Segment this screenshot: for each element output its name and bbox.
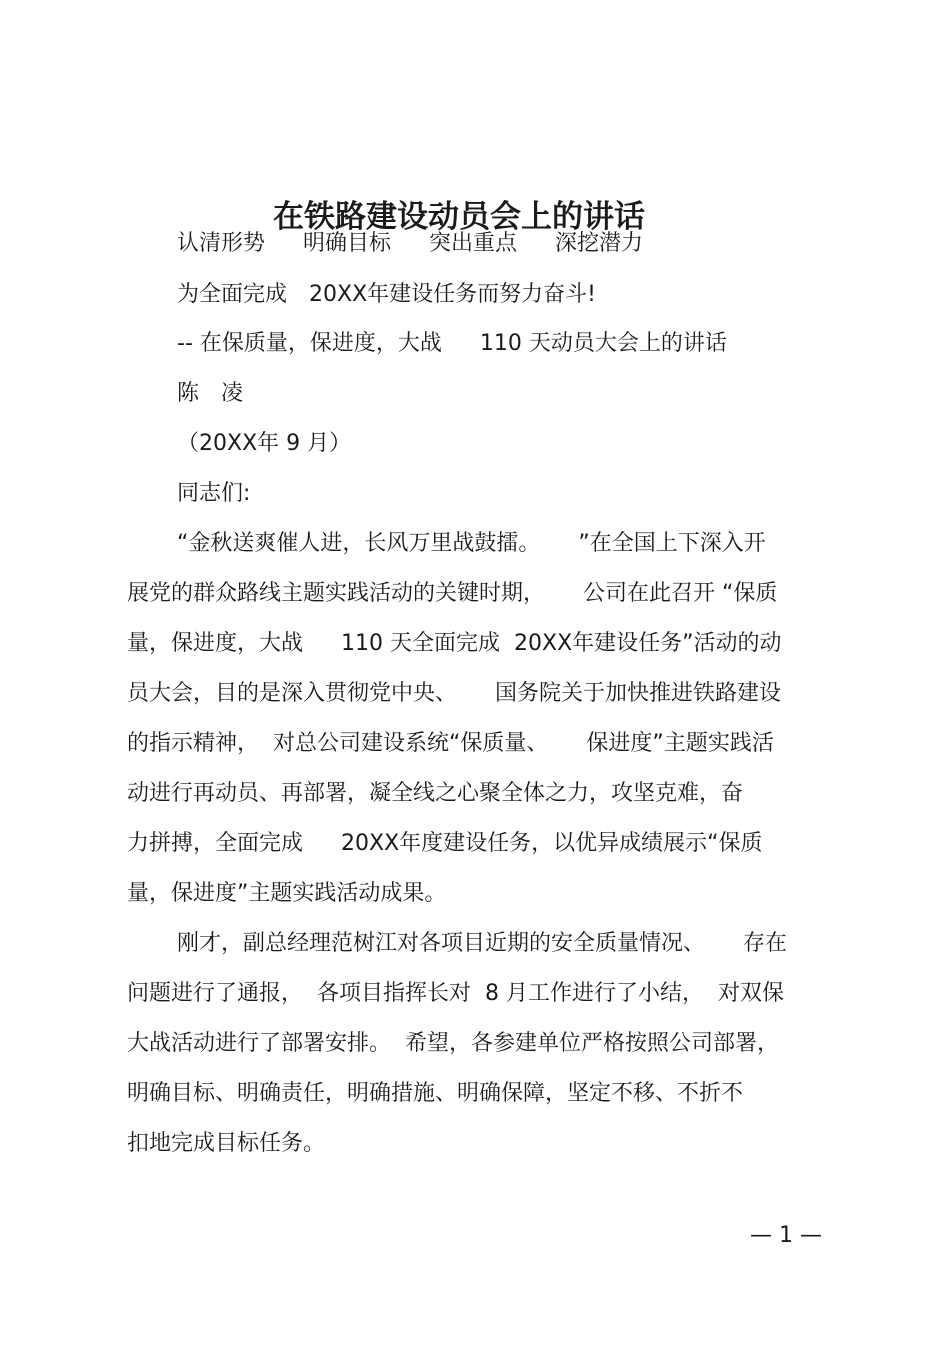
paragraph-line: 动进行再动员、再部署，凝全线之心聚全体之力，攻坚克难，奋 [127, 781, 744, 806]
subtitle-phrase: 明确目标 [303, 231, 392, 256]
paragraph-line: 问题进行了通报， 各项目指挥长对 8 月工作进行了小结， 对双保 [127, 981, 785, 1006]
occasion-line: -- 在保质量，保进度，大战 110 天动员大会上的讲话 [177, 331, 727, 356]
subtitle-phrase: 深挖潜力 [555, 231, 644, 256]
page-number: — 1 — [750, 1223, 822, 1248]
salutation: 同志们: [177, 481, 251, 506]
author-name: 陈 凌 [177, 381, 244, 406]
slogan-line: 为全面完成 20XX年建设任务而努力奋斗! [177, 282, 596, 307]
paragraph-line: 大战活动进行了部署安排。 希望，各参建单位严格按照公司部署， [127, 1031, 780, 1056]
document-title: 在铁路建设动员会上的讲话 [273, 198, 645, 235]
paragraph-line: 刚才，副总经理范树江对各项目近期的安全质量情况、 存在 [177, 931, 788, 956]
paragraph-line: 员大会，目的是深入贯彻党中央、 国务院关于加快推进铁路建设 [127, 681, 782, 706]
paragraph-line: 扣地完成目标任务。 [127, 1131, 326, 1156]
paragraph-line: “金秋送爽催人进，长风万里战鼓擂。 ”在全国上下深入开 [177, 531, 766, 556]
subtitle-line [177, 227, 643, 261]
speech-date: （20XX年 9 月） [177, 431, 352, 456]
paragraph-line: 明确目标、明确责任，明确措施、明确保障，坚定不移、不折不 [127, 1081, 744, 1106]
subtitle-phrase: 突出重点 [429, 231, 518, 256]
paragraph-line: 量，保进度”主题实践活动成果。 [127, 881, 447, 906]
paragraph-line: 的指示精神， 对总公司建设系统“保质量、 保进度”主题实践活 [127, 731, 774, 756]
paragraph-line: 展党的群众路线主题实践活动的关键时期， 公司在此召开 “保质 [127, 581, 778, 606]
paragraph-line: 力拼搏，全面完成 20XX年度建设任务，以优异成绩展示“保质 [127, 831, 763, 856]
subtitle-phrase: 认清形势 [177, 231, 266, 256]
paragraph-line: 量，保进度，大战 110 天全面完成 20XX年建设任务”活动的动 [127, 631, 782, 656]
